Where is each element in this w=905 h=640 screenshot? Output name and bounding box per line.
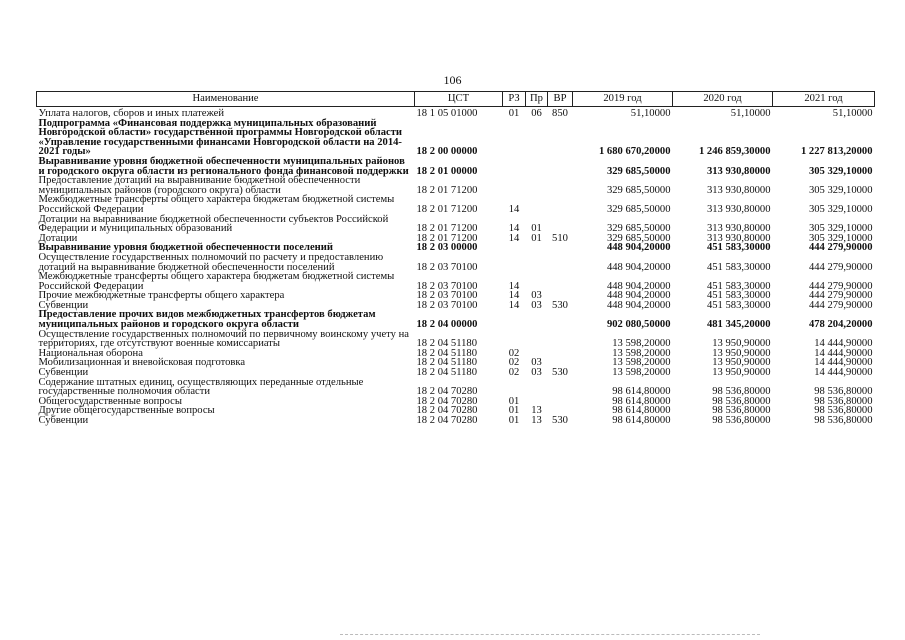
row-2021: 98 536,80000 — [814, 405, 873, 417]
row-pr: 06 — [531, 108, 542, 119]
row-2021: 444 279,90000 — [808, 280, 873, 292]
row-vr: 510 — [552, 232, 568, 244]
row-vr: 850 — [552, 108, 568, 119]
row-cst: 18 2 01 00000 — [416, 165, 478, 177]
row-pr: 13 — [531, 405, 542, 417]
row-rz — [503, 330, 526, 349]
header-pr: Пр — [526, 92, 548, 107]
row-2020: 313 930,80000 — [706, 203, 771, 215]
row-2019: 13 598,20000 — [612, 357, 671, 369]
row-rz — [503, 310, 526, 329]
row-vr: 530 — [552, 367, 568, 379]
row-pr — [526, 310, 548, 329]
table-row — [37, 176, 875, 195]
row-rz: 14 — [508, 280, 520, 292]
table-row — [37, 416, 875, 426]
row-2020: 13 950,90000 — [712, 338, 771, 350]
row-cst: 18 2 04 51180 — [416, 347, 478, 359]
row-name: Выравнивание уровня бюджетной обеспеченности поселений — [38, 242, 333, 254]
header-vr: ВР — [548, 92, 573, 107]
row-pr: 01 — [531, 223, 542, 235]
row-cst: 18 2 04 51180 — [416, 357, 478, 369]
row-name: Национальная оборона — [38, 347, 143, 359]
row-rz: 01 — [508, 108, 520, 119]
row-2021: 14 444,90000 — [814, 347, 873, 359]
row-2021: 444 279,90000 — [808, 290, 873, 302]
row-2021: 444 279,90000 — [808, 242, 873, 254]
row-2020: 51,10000 — [730, 108, 771, 119]
row-rz: 14 — [508, 299, 520, 311]
table-header — [37, 92, 875, 107]
row-2019: 98 614,80000 — [612, 405, 671, 417]
row-2020: 451 583,30000 — [706, 242, 771, 254]
row-cst: 18 2 03 70100 — [416, 261, 478, 273]
row-name: Выравнивание уровня бюджетной обеспеченности муниципальных районов и городского округа области из регионального фонда финансовой поддержки — [38, 155, 409, 177]
row-rz: 01 — [508, 405, 520, 417]
scan-artifact-line — [340, 634, 760, 635]
row-vr — [548, 349, 573, 359]
row-name: Субвенции — [38, 415, 89, 426]
row-cst: 18 2 04 51180 — [416, 367, 478, 379]
row-pr — [526, 119, 548, 157]
row-2020: 451 583,30000 — [706, 261, 771, 273]
row-cst: 18 2 01 71200 — [416, 184, 478, 196]
row-rz: 02 — [508, 367, 520, 379]
row-vr — [548, 378, 573, 397]
row-cst: 18 2 04 70280 — [416, 405, 478, 417]
row-2021: 305 329,10000 — [808, 203, 873, 215]
table-row — [37, 378, 875, 397]
row-2020: 98 536,80000 — [712, 415, 771, 426]
row-pr: 03 — [531, 367, 542, 379]
row-rz: 14 — [508, 203, 520, 215]
row-vr — [548, 272, 573, 291]
row-vr — [548, 157, 573, 176]
row-cst: 18 2 03 70100 — [416, 280, 478, 292]
row-pr — [526, 195, 548, 214]
row-cst: 18 2 00 00000 — [416, 146, 478, 158]
row-cst: 18 2 04 51180 — [416, 338, 478, 350]
row-pr — [526, 157, 548, 176]
row-name: Межбюджетные трансферты общего характера бюджетам бюджетной системы Российской Федерации — [38, 271, 395, 292]
row-2021: 1 227 813,20000 — [800, 146, 873, 158]
row-2021: 98 536,80000 — [814, 415, 873, 426]
row-2019: 448 904,20000 — [606, 261, 671, 273]
row-rz: 14 — [508, 290, 520, 302]
row-vr — [548, 176, 573, 195]
row-2021: 305 329,10000 — [808, 165, 873, 177]
table-row — [37, 330, 875, 349]
row-name: Осуществление государственных полномочий по первичному воинскому учету на территориях, где отсутствуют военные комиссариаты — [38, 328, 409, 350]
table-row — [37, 157, 875, 176]
row-name: Межбюджетные трансферты общего характера бюджетам бюджетной системы Российской Федерации — [38, 194, 395, 215]
row-vr — [548, 243, 573, 253]
row-name: Подпрограмма «Финансовая поддержка муниципальных образований Новгородской области» государственной программы Новгородской области «Управление государственными финансами Новгородской области на 2014-2021 годы» — [38, 117, 403, 158]
row-cst: 18 2 03 70100 — [416, 290, 478, 302]
row-2020: 451 583,30000 — [706, 290, 771, 302]
row-2021: 14 444,90000 — [814, 338, 873, 350]
row-2020: 313 930,80000 — [706, 165, 771, 177]
row-cst: 18 2 04 70280 — [416, 386, 478, 398]
row-rz — [503, 243, 526, 253]
row-2020: 13 950,90000 — [712, 347, 771, 359]
row-name: Общегосударственные вопросы — [38, 395, 182, 407]
row-rz — [503, 157, 526, 176]
row-name: Содержание штатных единиц, осуществляющих переданные отдельные государственные полномочия области — [38, 376, 364, 398]
row-2019: 98 614,80000 — [612, 415, 671, 426]
row-cst: 18 2 04 00000 — [416, 319, 478, 331]
row-vr — [548, 330, 573, 349]
row-vr — [548, 397, 573, 407]
row-cst: 18 2 03 70100 — [416, 299, 478, 311]
row-pr — [526, 253, 548, 272]
table-row — [37, 253, 875, 272]
row-2019: 329 685,50000 — [606, 184, 671, 196]
header-cst: ЦСТ — [415, 92, 503, 107]
row-pr — [526, 272, 548, 291]
row-2021: 305 329,10000 — [808, 223, 873, 235]
row-2019: 329 685,50000 — [606, 223, 671, 235]
row-2020: 1 246 859,30000 — [698, 146, 771, 158]
row-rz: 14 — [508, 232, 520, 244]
header-2019: 2019 год — [573, 92, 673, 107]
row-2020: 13 950,90000 — [712, 367, 771, 379]
table-row — [37, 272, 875, 291]
row-2019: 448 904,20000 — [606, 242, 671, 254]
row-vr — [548, 195, 573, 214]
row-name: Предоставление прочих видов межбюджетных трансфертов бюджетам муниципальных районов и городского округа области — [38, 309, 376, 331]
row-rz: 02 — [508, 357, 520, 369]
row-2021: 444 279,90000 — [808, 299, 873, 311]
row-rz — [503, 253, 526, 272]
row-pr: 13 — [531, 415, 542, 426]
row-rz: 14 — [508, 223, 520, 235]
row-2021: 305 329,10000 — [808, 184, 873, 196]
header-2020: 2020 год — [673, 92, 773, 107]
row-name: Мобилизационная и вневойсковая подготовка — [38, 357, 246, 369]
row-2020: 98 536,80000 — [712, 405, 771, 417]
row-pr — [526, 330, 548, 349]
row-name: Дотации — [38, 232, 78, 244]
row-2021: 98 536,80000 — [814, 386, 873, 398]
row-pr — [526, 378, 548, 397]
table-body — [37, 107, 875, 426]
row-rz — [503, 378, 526, 397]
row-name: Дотации на выравнивание бюджетной обеспеченности субъектов Российской Федерации и муниципальных образований — [38, 213, 389, 235]
table-row — [37, 195, 875, 214]
row-vr — [548, 119, 573, 157]
row-2020: 313 930,80000 — [706, 232, 771, 244]
row-rz — [503, 176, 526, 195]
row-2019: 329 685,50000 — [606, 232, 671, 244]
row-2019: 98 614,80000 — [612, 395, 671, 407]
row-name: Субвенции — [38, 299, 89, 311]
row-2021: 14 444,90000 — [814, 367, 873, 379]
table-row — [37, 215, 875, 234]
header-rz: РЗ — [503, 92, 526, 107]
row-rz: 01 — [508, 395, 520, 407]
table-row — [37, 310, 875, 329]
row-vr — [548, 310, 573, 329]
row-cst: 18 2 04 70280 — [416, 395, 478, 407]
row-2019: 329 685,50000 — [606, 165, 671, 177]
row-2020: 481 345,20000 — [706, 319, 771, 331]
header-name: Наименование — [37, 92, 415, 107]
budget-table — [36, 91, 875, 426]
row-vr: 530 — [552, 415, 568, 426]
row-2019: 13 598,20000 — [612, 338, 671, 350]
row-2021: 98 536,80000 — [814, 395, 873, 407]
row-name: Прочие межбюджетные трансферты общего характера — [38, 290, 285, 302]
row-pr: 03 — [531, 290, 542, 302]
row-2020: 313 930,80000 — [706, 184, 771, 196]
row-2019: 448 904,20000 — [606, 280, 671, 292]
row-vr — [548, 253, 573, 272]
row-name: Субвенции — [38, 367, 89, 379]
row-pr: 03 — [531, 299, 542, 311]
row-2019: 98 614,80000 — [612, 386, 671, 398]
row-cst: 18 2 04 70280 — [416, 415, 478, 426]
row-2019: 329 685,50000 — [606, 203, 671, 215]
row-pr: 03 — [531, 357, 542, 369]
table-row — [37, 119, 875, 157]
row-2020: 313 930,80000 — [706, 223, 771, 235]
row-pr: 01 — [531, 232, 542, 244]
row-rz: 01 — [508, 415, 520, 426]
row-2020: 451 583,30000 — [706, 280, 771, 292]
row-cst: 18 2 01 71200 — [416, 223, 478, 235]
row-cst: 18 2 01 71200 — [416, 232, 478, 244]
row-name: Предоставление дотаций на выравнивание бюджетной обеспеченности муниципальных районов (городского округа) области — [38, 175, 361, 196]
row-2020: 98 536,80000 — [712, 395, 771, 407]
row-2021: 478 204,20000 — [808, 319, 873, 331]
row-2021: 444 279,90000 — [808, 261, 873, 273]
row-2019: 13 598,20000 — [612, 347, 671, 359]
row-2020: 13 950,90000 — [712, 357, 771, 369]
row-cst: 18 1 05 01000 — [416, 108, 478, 119]
row-name: Уплата налогов, сборов и иных платежей — [38, 108, 225, 119]
row-2021: 14 444,90000 — [814, 357, 873, 369]
row-pr — [526, 243, 548, 253]
row-pr — [526, 176, 548, 195]
row-2019: 51,10000 — [630, 108, 671, 119]
row-2021: 305 329,10000 — [808, 232, 873, 244]
table-row — [37, 107, 875, 119]
row-2019: 448 904,20000 — [606, 290, 671, 302]
row-2019: 448 904,20000 — [606, 299, 671, 311]
row-rz: 02 — [508, 347, 520, 359]
row-2021: 51,10000 — [832, 108, 873, 119]
row-2019: 1 680 670,20000 — [598, 146, 671, 158]
page-number: 106 — [443, 73, 462, 87]
row-cst: 18 2 03 00000 — [416, 242, 478, 254]
row-rz — [503, 119, 526, 157]
row-vr — [548, 215, 573, 234]
row-name: Осуществление государственных полномочий по расчету и предоставлению дотаций на выравнивание бюджетной обеспеченности поселений — [38, 251, 384, 273]
row-2019: 13 598,20000 — [612, 367, 671, 379]
header-2021: 2021 год — [773, 92, 875, 107]
row-cst: 18 2 01 71200 — [416, 203, 478, 215]
row-vr: 530 — [552, 299, 568, 311]
row-2020: 451 583,30000 — [706, 299, 771, 311]
row-name: Другие общегосударственные вопросы — [38, 405, 215, 417]
row-2020: 98 536,80000 — [712, 386, 771, 398]
row-2019: 902 080,50000 — [606, 319, 671, 331]
